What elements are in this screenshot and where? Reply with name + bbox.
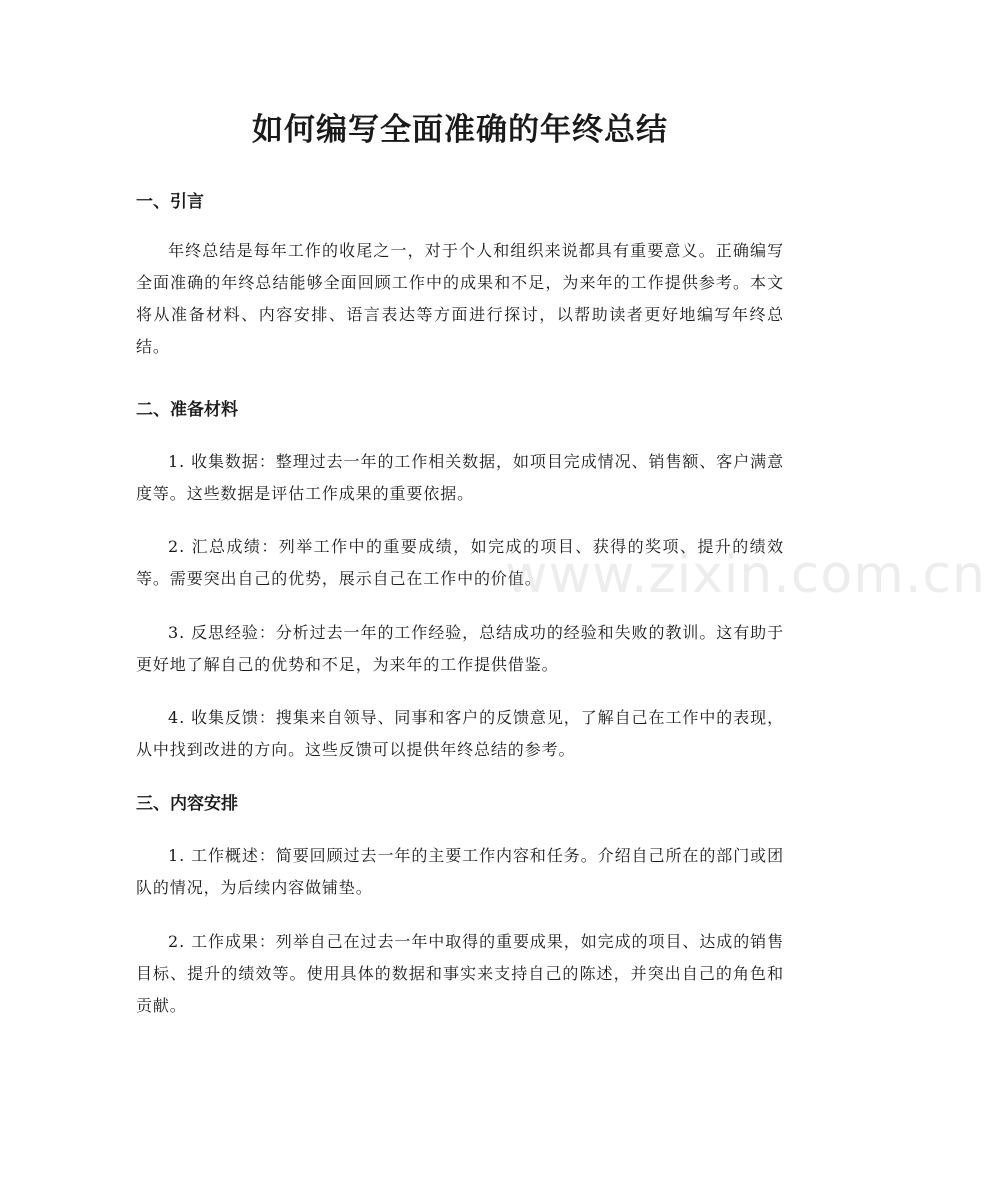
preparation-item-4: 4. 收集反馈：搜集来自领导、同事和客户的反馈意见，了解自己在工作中的表现，从中找到改进的方向。这些反馈可以提供年终总结的参考。 xyxy=(136,708,784,759)
section-heading-intro: 一、引言 xyxy=(136,192,204,212)
page-title: 如何编写全面准确的年终总结 xyxy=(252,112,668,148)
intro-paragraph: 年终总结是每年工作的收尾之一，对于个人和组织来说都具有重要意义。正确编写全面准确的年终总结能够全面回顾工作中的成果和不足，为来年的工作提供参考。本文将从准备材料、内容安排、语言表达等方面进行探讨，以帮助读者更好地编写年终总结。 xyxy=(136,241,784,356)
content-item-1: 1. 工作概述：简要回顾过去一年的主要工作内容和任务。介绍自己所在的部门或团队的情况，为后续内容做铺垫。 xyxy=(136,846,784,897)
preparation-item-1: 1. 收集数据：整理过去一年的工作相关数据，如项目完成情况、销售额、客户满意度等。这些数据是评估工作成果的重要依据。 xyxy=(136,452,784,503)
section-heading-preparation: 二、准备材料 xyxy=(136,400,238,420)
watermark: www.zixin.com.cn xyxy=(505,545,986,605)
preparation-item-3: 3. 反思经验：分析过去一年的工作经验，总结成功的经验和失败的教训。这有助于更好地了解自己的优势和不足，为来年的工作提供借鉴。 xyxy=(136,623,784,674)
content-item-2: 2. 工作成果：列举自己在过去一年中取得的重要成果，如完成的项目、达成的销售目标、提升的绩效等。使用具体的数据和事实来支持自己的陈述，并突出自己的角色和贡献。 xyxy=(136,932,784,1015)
section-heading-content: 三、内容安排 xyxy=(136,794,238,814)
preparation-item-2: 2. 汇总成绩：列举工作中的重要成绩，如完成的项目、获得的奖项、提升的绩效等。需要突出自己的优势，展示自己在工作中的价值。 xyxy=(136,537,784,588)
